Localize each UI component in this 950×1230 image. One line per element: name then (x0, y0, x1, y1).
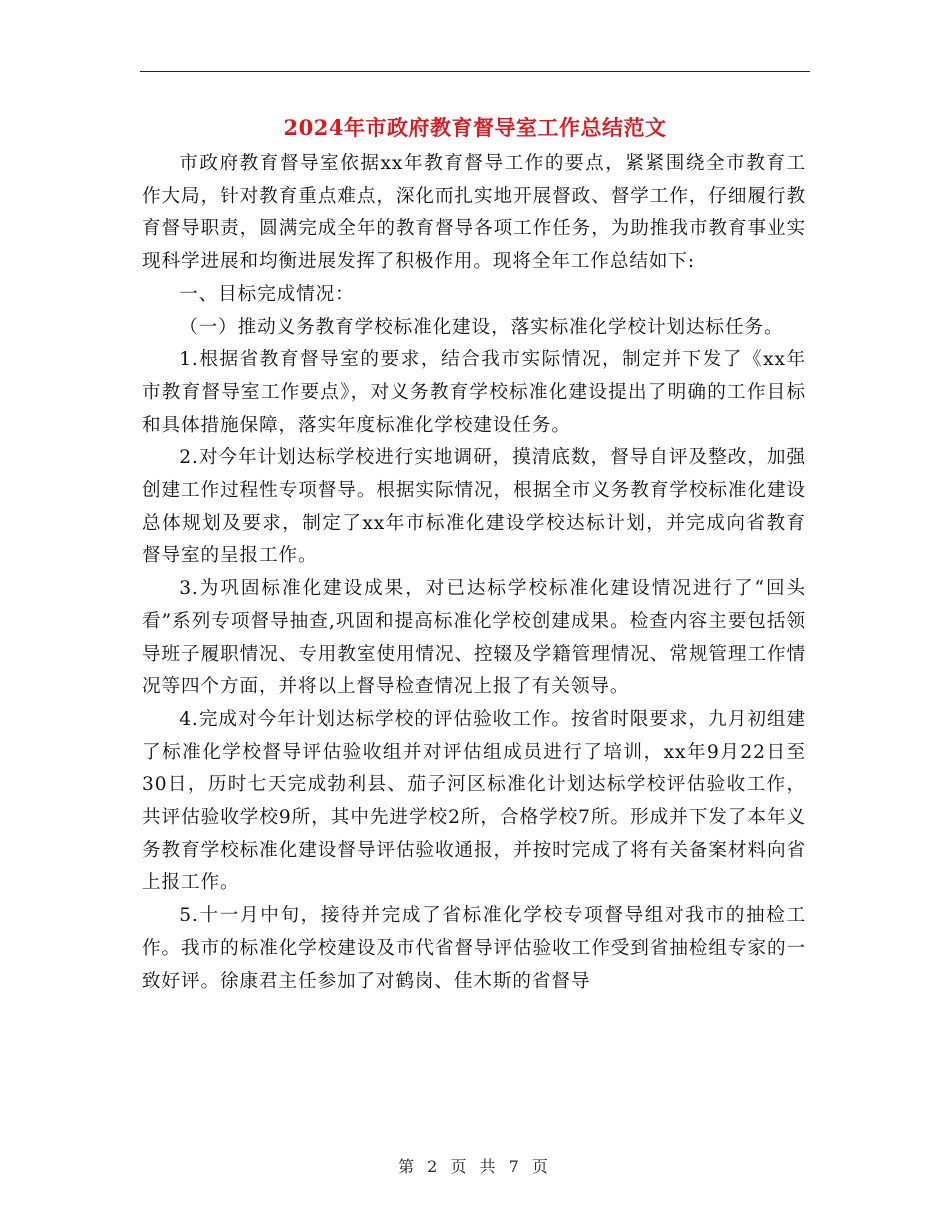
document-title: 2024年市政府教育督导室工作总结范文 (283, 115, 667, 140)
paragraph-item-1: 1.根据省教育督导室的要求，结合我市实际情况，制定并下发了《xx年市教育督导室工作要点》，对义务教育学校标准化建设提出了明确的工作目标和具体措施保障，落实年度标准化学校建设任务。 (142, 349, 806, 436)
paragraph-subsection-heading: （一）推动义务教育学校标准化建设，落实标准化学校计划达标任务。 (179, 316, 784, 338)
page-number-footer: 第 2 页 共 7 页 (398, 1157, 552, 1176)
paragraph-item-4: 4.完成对今年计划达标学校的评估验收工作。按省时限要求，九月初组建了标准化学校督导评估验收组并对评估组成员进行了培训，xx年9月22日至30日，历时七天完成勃利县、茄子河区标准化计划达标学校评估验收工作，共评估验收学校9所，其中先进学校2所，合格学校7所。形成并下发了本年义务教育学校标准化建设督导评估验收通报，并按时完成了将有关备案材料向省上报工作。 (142, 708, 806, 894)
paragraph-item-3: 3.为巩固标准化建设成果，对已达标学校标准化建设情况进行了“回头看”系列专项督导抽查,巩固和提高标准化学校创建成果。检查内容主要包括领导班子履职情况、专用教室使用情况、控辍及学籍管理情况、常规管理工作情况等四个方面，并将以上督导检查情况上报了有关领导。 (142, 578, 806, 698)
paragraph-item-5: 5.十一月中旬，接待并完成了省标准化学校专项督导组对我市的抽检工作。我市的标准化学校建设及市代省督导评估验收工作受到省抽检组专家的一致好评。徐康君主任参加了对鹤岗、佳木斯的省督导 (142, 905, 806, 992)
document-body (142, 148, 806, 998)
paragraph-section-heading: 一、目标完成情况： (179, 283, 355, 305)
paragraph-item-2: 2.对今年计划达标学校进行实地调研，摸清底数，督导自评及整改，加强创建工作过程性专项督导。根据实际情况，根据全市义务教育学校标准化建设总体规划及要求，制定了xx年市标准化建设学校达标计划，并完成向省教育督导室的呈报工作。 (142, 447, 806, 567)
header-rule (140, 71, 810, 72)
paragraph-intro: 市政府教育督导室依据xx年教育督导工作的要点，紧紧围绕全市教育工作大局，针对教育重点难点，深化而扎实地开展督政、督学工作，仔细履行教育督导职责，圆满完成全年的教育督导各项工作任务，为助推我市教育事业实现科学进展和均衡进展发挥了积极作用。现将全年工作总结如下: (142, 153, 806, 273)
